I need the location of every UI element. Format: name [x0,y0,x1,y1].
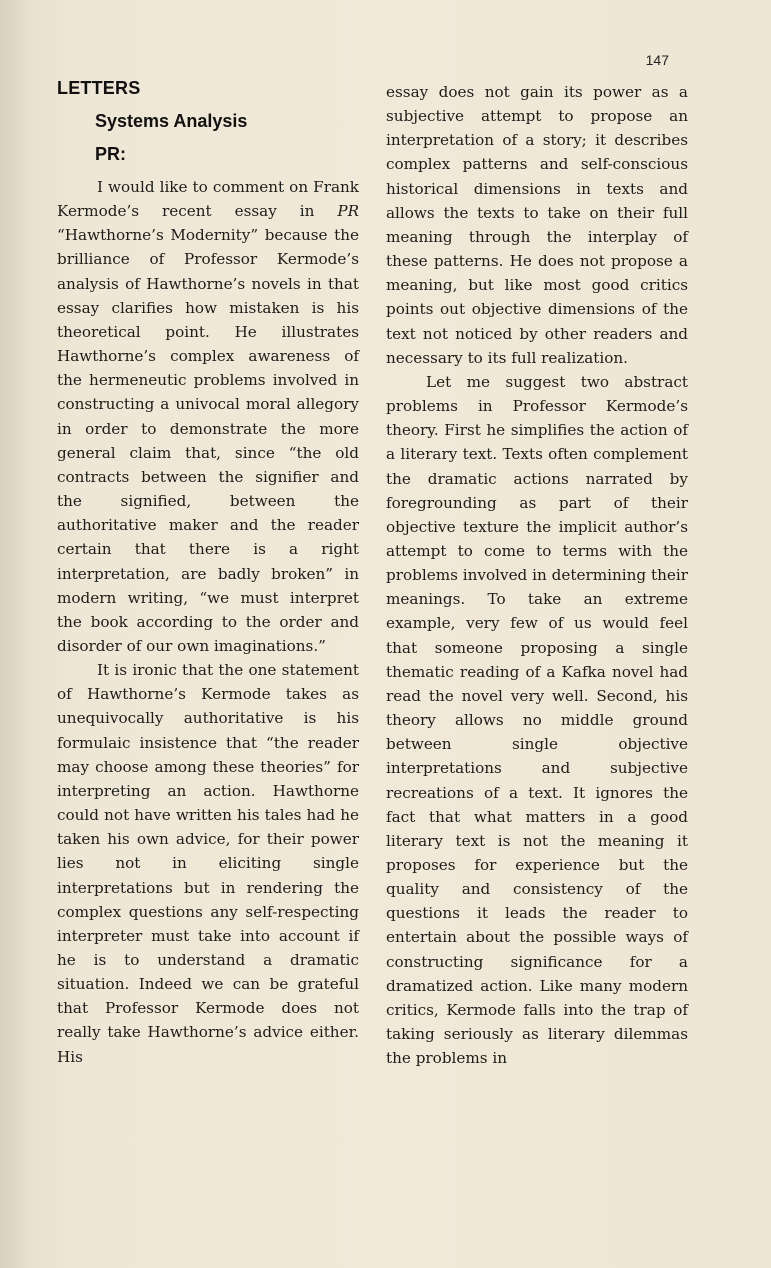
left-paragraph-1 [57,175,359,658]
page-number: 147 [645,52,669,68]
left-paragraph-1-intro: I would like to comment on Frank Kermode’s recent essay in [57,178,359,221]
right-paragraph-2: Let me suggest two abstract problems in Professor Kermode’s theory. First he simplifies the action of a literary text. Texts often complement the dramatic actions narrated by foregrounding as part of their objective texture the implicit author’s attempt to come to terms with the problems involved in determining their meanings. To take an extreme example, very few of us would feel that someone proposing a single thematic reading of a Kafka novel had read the novel very well. Second, his theory allows no middle ground between single objective interpretations and subjective recreations of a text. It ignores the fact that what matters in a good literary text is not the meaning it proposes for experience but the quality and consistency of the questions it leads the reader to entertain about the possible ways of constructing significance for a dramatized action. Like many modern critics, Kermode falls into the trap of taking seriously as literary dilemmas the problems in [386,372,688,1068]
section-label: LETTERS [57,78,141,98]
left-column [57,78,359,1069]
article-title: Systems Analysis [95,111,248,131]
right-paragraph-1: essay does not gain its power as a subjective attempt to propose an interpretation of a story; it describes complex patterns and self-conscious historical dimensions in texts and allows the texts to take on their full meaning through the interplay of these patterns. He does not propose a meaning, but like most good critics points out objective dimensions of the text not noticed by other readers and necessary to its full realization. [386,83,688,367]
left-paragraph-1-rest: “Hawthorne’s Modernity” because the brilliance of Professor Kermode’s analysis of Hawthorne’s novels in that essay clarifies how mistaken is his theoretical point. He illustrates Hawthorne’s complex awareness of the hermeneutic problems involved in constructing a univocal moral allegory in order to demonstrate the more general claim that, since “the old contracts between the signifier and the signified, between the authoritative maker and the reader certain that there is a right interpretation, are badly broken” in modern writing, “we must interpret the book according to the order and disorder of our own imaginations.” [57,226,359,655]
right-column [386,80,688,1070]
left-paragraph-2: It is ironic that the one statement of Hawthorne’s Kermode takes as unequivocally authoritative is his formulaic insistence that “the reader may choose among these theories” for interpreting an action. Hawthorne could not have written his tales had he taken his own advice, for their power lies not in eliciting single interpretations but in rendering the complex questions any self-respecting interpreter must take into account if he is to understand a dramatic situation. Indeed we can be grateful that Professor Kermode does not really take Hawthorne’s advice either. His [57,661,359,1066]
journal-abbreviation: PR [337,202,359,221]
salutation: PR: [95,144,126,164]
